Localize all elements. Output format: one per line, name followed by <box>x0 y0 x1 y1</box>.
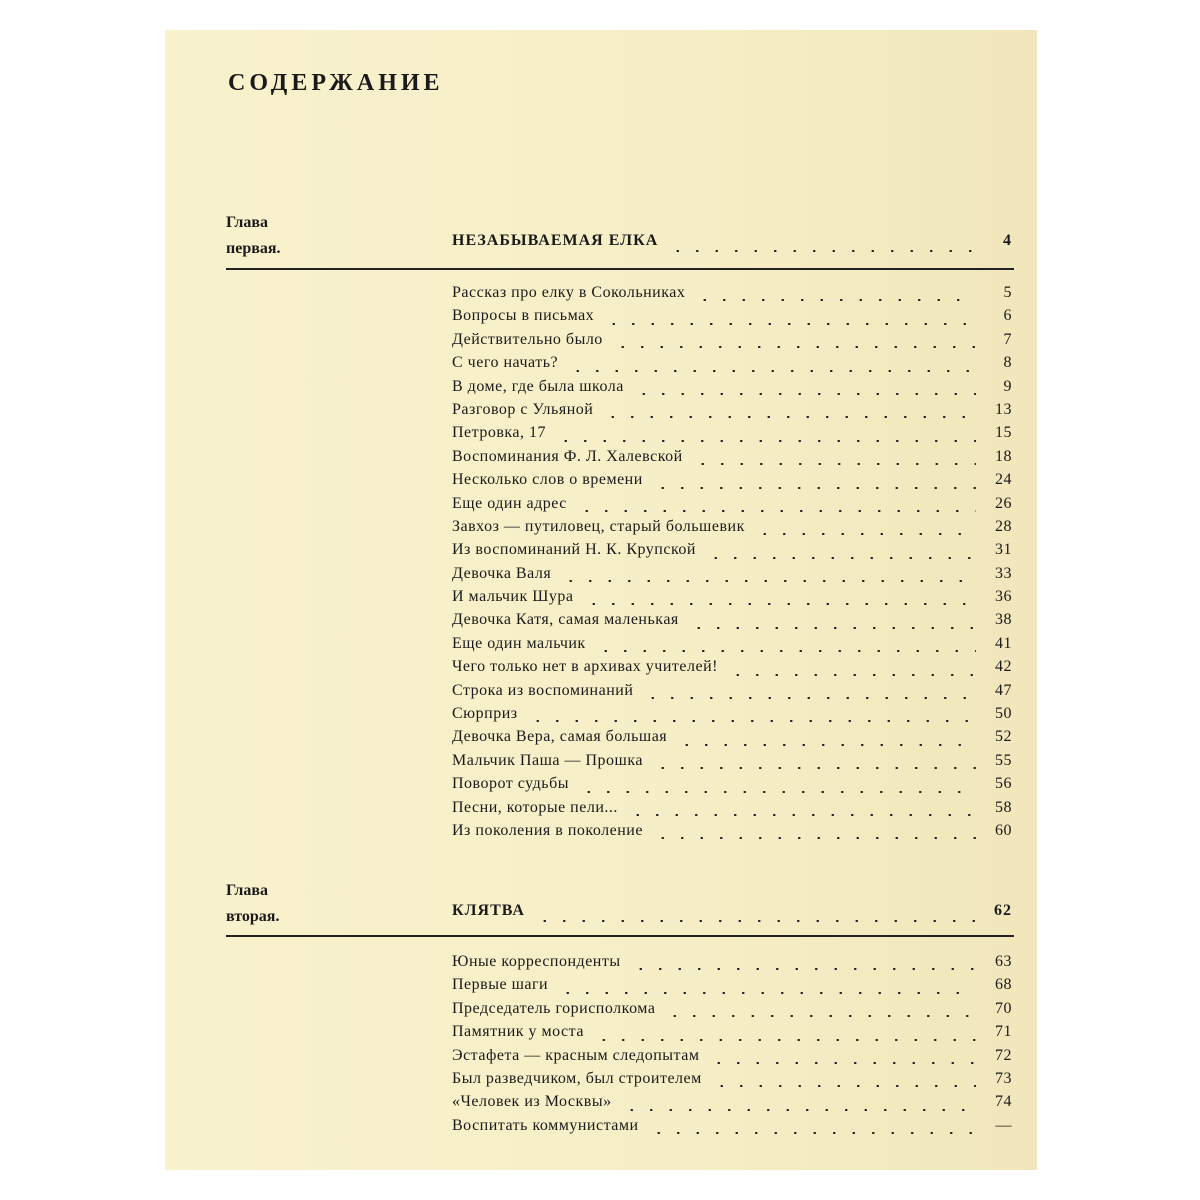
toc-entry[interactable] <box>452 728 1012 751</box>
dot-leader <box>661 1001 976 1019</box>
dot-leader <box>554 978 976 996</box>
entry-page-number: 73 <box>995 1069 1012 1087</box>
toc-entry[interactable] <box>452 1117 1012 1140</box>
toc-entry[interactable] <box>452 565 1012 588</box>
dot-leader <box>751 519 976 537</box>
entry-title: Воспитать коммунистами <box>452 1116 639 1134</box>
toc-entry[interactable] <box>452 284 1012 307</box>
entry-page-number: 18 <box>995 447 1012 465</box>
chapter-divider <box>226 268 1014 270</box>
entry-title: Еще один адрес <box>452 494 567 512</box>
chapter-page-number: 4 <box>1003 232 1012 249</box>
toc-entry[interactable] <box>452 752 1012 775</box>
dot-leader <box>645 1118 976 1136</box>
toc-entry[interactable] <box>452 1023 1012 1046</box>
toc-entry[interactable] <box>452 378 1012 401</box>
toc-entry[interactable] <box>452 401 1012 424</box>
toc-entry[interactable] <box>452 953 1012 976</box>
toc-entry[interactable] <box>452 611 1012 634</box>
entry-page-number: 52 <box>995 728 1012 746</box>
entry-page-number: 68 <box>995 976 1012 994</box>
dot-leader <box>580 589 977 607</box>
toc-entry[interactable] <box>452 331 1012 354</box>
toc-entry[interactable] <box>452 588 1012 611</box>
toc-entry[interactable] <box>452 518 1012 541</box>
dot-leader <box>599 402 976 420</box>
entry-page-number: 56 <box>995 775 1012 793</box>
entry-page-number: 50 <box>995 705 1012 723</box>
dot-leader <box>673 730 976 748</box>
dot-leader <box>649 753 976 771</box>
dot-leader <box>564 356 976 374</box>
entry-title: Вопросы в письмах <box>452 307 595 325</box>
entry-title: Был разведчиком, был строителем <box>452 1069 702 1087</box>
entry-page-number: 47 <box>995 681 1012 699</box>
entry-title: Мальчик Паша — Прошка <box>452 751 643 769</box>
dot-leader <box>724 660 976 678</box>
entry-page-number: 6 <box>1003 307 1012 325</box>
chapter-heading[interactable] <box>452 232 1012 258</box>
dot-leader <box>689 449 976 467</box>
chapter-label-word: Глава <box>226 882 268 899</box>
entry-title: Завхоз — путиловец, старый большевик <box>452 517 745 535</box>
dot-leader <box>639 683 976 701</box>
entry-page-number: 28 <box>995 517 1012 535</box>
entry-page-number: 60 <box>995 821 1012 839</box>
chapter-label <box>226 210 281 262</box>
entry-title: Девочка Катя, самая маленькая <box>452 611 679 629</box>
entry-page-number: 13 <box>995 400 1012 418</box>
entry-title: Девочка Валя <box>452 564 552 582</box>
entry-title: Чего только нет в архивах учителей! <box>452 658 718 676</box>
entry-title: «Человек из Москвы» <box>452 1093 612 1111</box>
chapter-label <box>226 878 279 930</box>
toc-entry[interactable] <box>452 541 1012 564</box>
entry-page-number: 31 <box>995 541 1012 559</box>
entry-title: Председатель горисполкома <box>452 999 656 1017</box>
chapter-title: КЛЯТВА <box>452 902 525 919</box>
dot-leader <box>590 1025 976 1043</box>
entry-page-number: 70 <box>995 999 1012 1017</box>
entry-page-number: 55 <box>995 751 1012 769</box>
dot-leader <box>649 473 976 491</box>
entry-page-number: 9 <box>1003 377 1012 395</box>
toc-entry[interactable] <box>452 799 1012 822</box>
toc-entry[interactable] <box>452 682 1012 705</box>
dot-leader <box>708 1071 976 1089</box>
toc-entry[interactable] <box>452 495 1012 518</box>
chapter-label-word: Глава <box>226 214 268 231</box>
dot-leader <box>691 285 976 303</box>
entry-page-number: 36 <box>995 588 1012 606</box>
entry-title: Рассказ про елку в Сокольниках <box>452 284 686 301</box>
chapter-heading[interactable] <box>452 902 1012 928</box>
entry-title: Строка из воспоминаний <box>452 681 634 699</box>
entry-title: Действительно было <box>452 330 603 348</box>
entry-title: Поворот судьбы <box>452 775 569 793</box>
chapter-divider <box>226 935 1014 937</box>
entry-title: С чего начать? <box>452 354 559 372</box>
dot-leader <box>600 309 976 327</box>
toc-entry[interactable] <box>452 976 1012 999</box>
chapter-label-ordinal: первая. <box>226 240 281 257</box>
entry-title: Еще один мальчик <box>452 634 586 652</box>
entry-page-number: 71 <box>995 1023 1012 1041</box>
dot-leader <box>575 777 976 795</box>
entry-title: Из поколения в поколение <box>452 821 643 839</box>
toc-entry[interactable] <box>452 775 1012 798</box>
dot-leader <box>630 379 976 397</box>
toc-entry[interactable] <box>452 705 1012 728</box>
chapter-title: НЕЗАБЫВАЕМАЯ ЕЛКА <box>452 232 659 249</box>
toc-entry[interactable] <box>452 471 1012 494</box>
dot-leader <box>531 906 976 924</box>
dot-leader <box>573 496 976 514</box>
entry-title: Эстафета — красным следопытам <box>452 1046 700 1064</box>
entry-page-number: 74 <box>995 1093 1012 1111</box>
chapter-entries <box>452 953 1012 1140</box>
entry-title: Несколько слов о времени <box>452 471 643 489</box>
toc-entry[interactable] <box>452 1047 1012 1070</box>
entry-page-number: 58 <box>995 798 1012 816</box>
entry-page-number: 41 <box>995 634 1012 652</box>
entry-page-number: 24 <box>995 471 1012 489</box>
entry-title: Первые шаги <box>452 976 549 994</box>
toc-entry[interactable] <box>452 307 1012 330</box>
book-page <box>165 30 1037 1170</box>
entry-title: Петровка, 17 <box>452 424 547 442</box>
entry-page-number: 8 <box>1003 354 1012 372</box>
toc-entry[interactable] <box>452 354 1012 377</box>
toc-entry[interactable] <box>452 1070 1012 1093</box>
toc-entry[interactable] <box>452 635 1012 658</box>
dot-leader <box>618 1095 976 1113</box>
dot-leader <box>609 332 976 350</box>
entry-page-number: 38 <box>995 611 1012 629</box>
dot-leader <box>702 543 976 561</box>
entry-page-number: 63 <box>995 953 1012 970</box>
entry-page-number: 42 <box>995 658 1012 676</box>
entry-title: Песни, которые пели... <box>452 798 618 816</box>
chapter-label-ordinal: вторая. <box>226 908 280 925</box>
toc-entry[interactable] <box>452 658 1012 681</box>
entry-title: И мальчик Шура <box>452 588 574 606</box>
chapter-page-number: 62 <box>994 902 1012 919</box>
dot-leader <box>664 236 976 254</box>
entry-title: Разговор с Ульяной <box>452 400 594 418</box>
page-title: СОДЕРЖАНИЕ <box>228 70 444 96</box>
dot-leader <box>524 706 976 724</box>
toc-entry[interactable] <box>452 1000 1012 1023</box>
entry-page-number: 33 <box>995 564 1012 582</box>
dot-leader <box>685 613 976 631</box>
chapter-entries <box>452 284 1012 845</box>
entry-page-number: 7 <box>1003 330 1012 348</box>
entry-page-number: 5 <box>1003 284 1012 301</box>
toc-entry[interactable] <box>452 822 1012 845</box>
dot-leader <box>592 636 976 654</box>
dot-leader <box>705 1048 976 1066</box>
toc-entry[interactable] <box>452 424 1012 447</box>
entry-title: Из воспоминаний Н. К. Крупской <box>452 541 696 559</box>
entry-title: Сюрприз <box>452 705 518 723</box>
dot-leader <box>649 823 976 841</box>
dot-leader <box>627 954 976 972</box>
dot-leader <box>552 426 976 444</box>
entry-page-number: 15 <box>995 424 1012 442</box>
entry-title: В доме, где была школа <box>452 377 624 395</box>
entry-title: Воспоминания Ф. Л. Халевской <box>452 447 683 465</box>
toc-entry[interactable] <box>452 448 1012 471</box>
entry-page-number: 72 <box>995 1046 1012 1064</box>
entry-title: Памятник у моста <box>452 1023 584 1041</box>
entry-page-number: 26 <box>995 494 1012 512</box>
toc-entry[interactable] <box>452 1093 1012 1116</box>
entry-title: Юные корреспонденты <box>452 953 621 970</box>
entry-page-number: — <box>995 1116 1012 1134</box>
entry-title: Девочка Вера, самая большая <box>452 728 668 746</box>
dot-leader <box>557 566 976 584</box>
dot-leader <box>624 800 976 818</box>
